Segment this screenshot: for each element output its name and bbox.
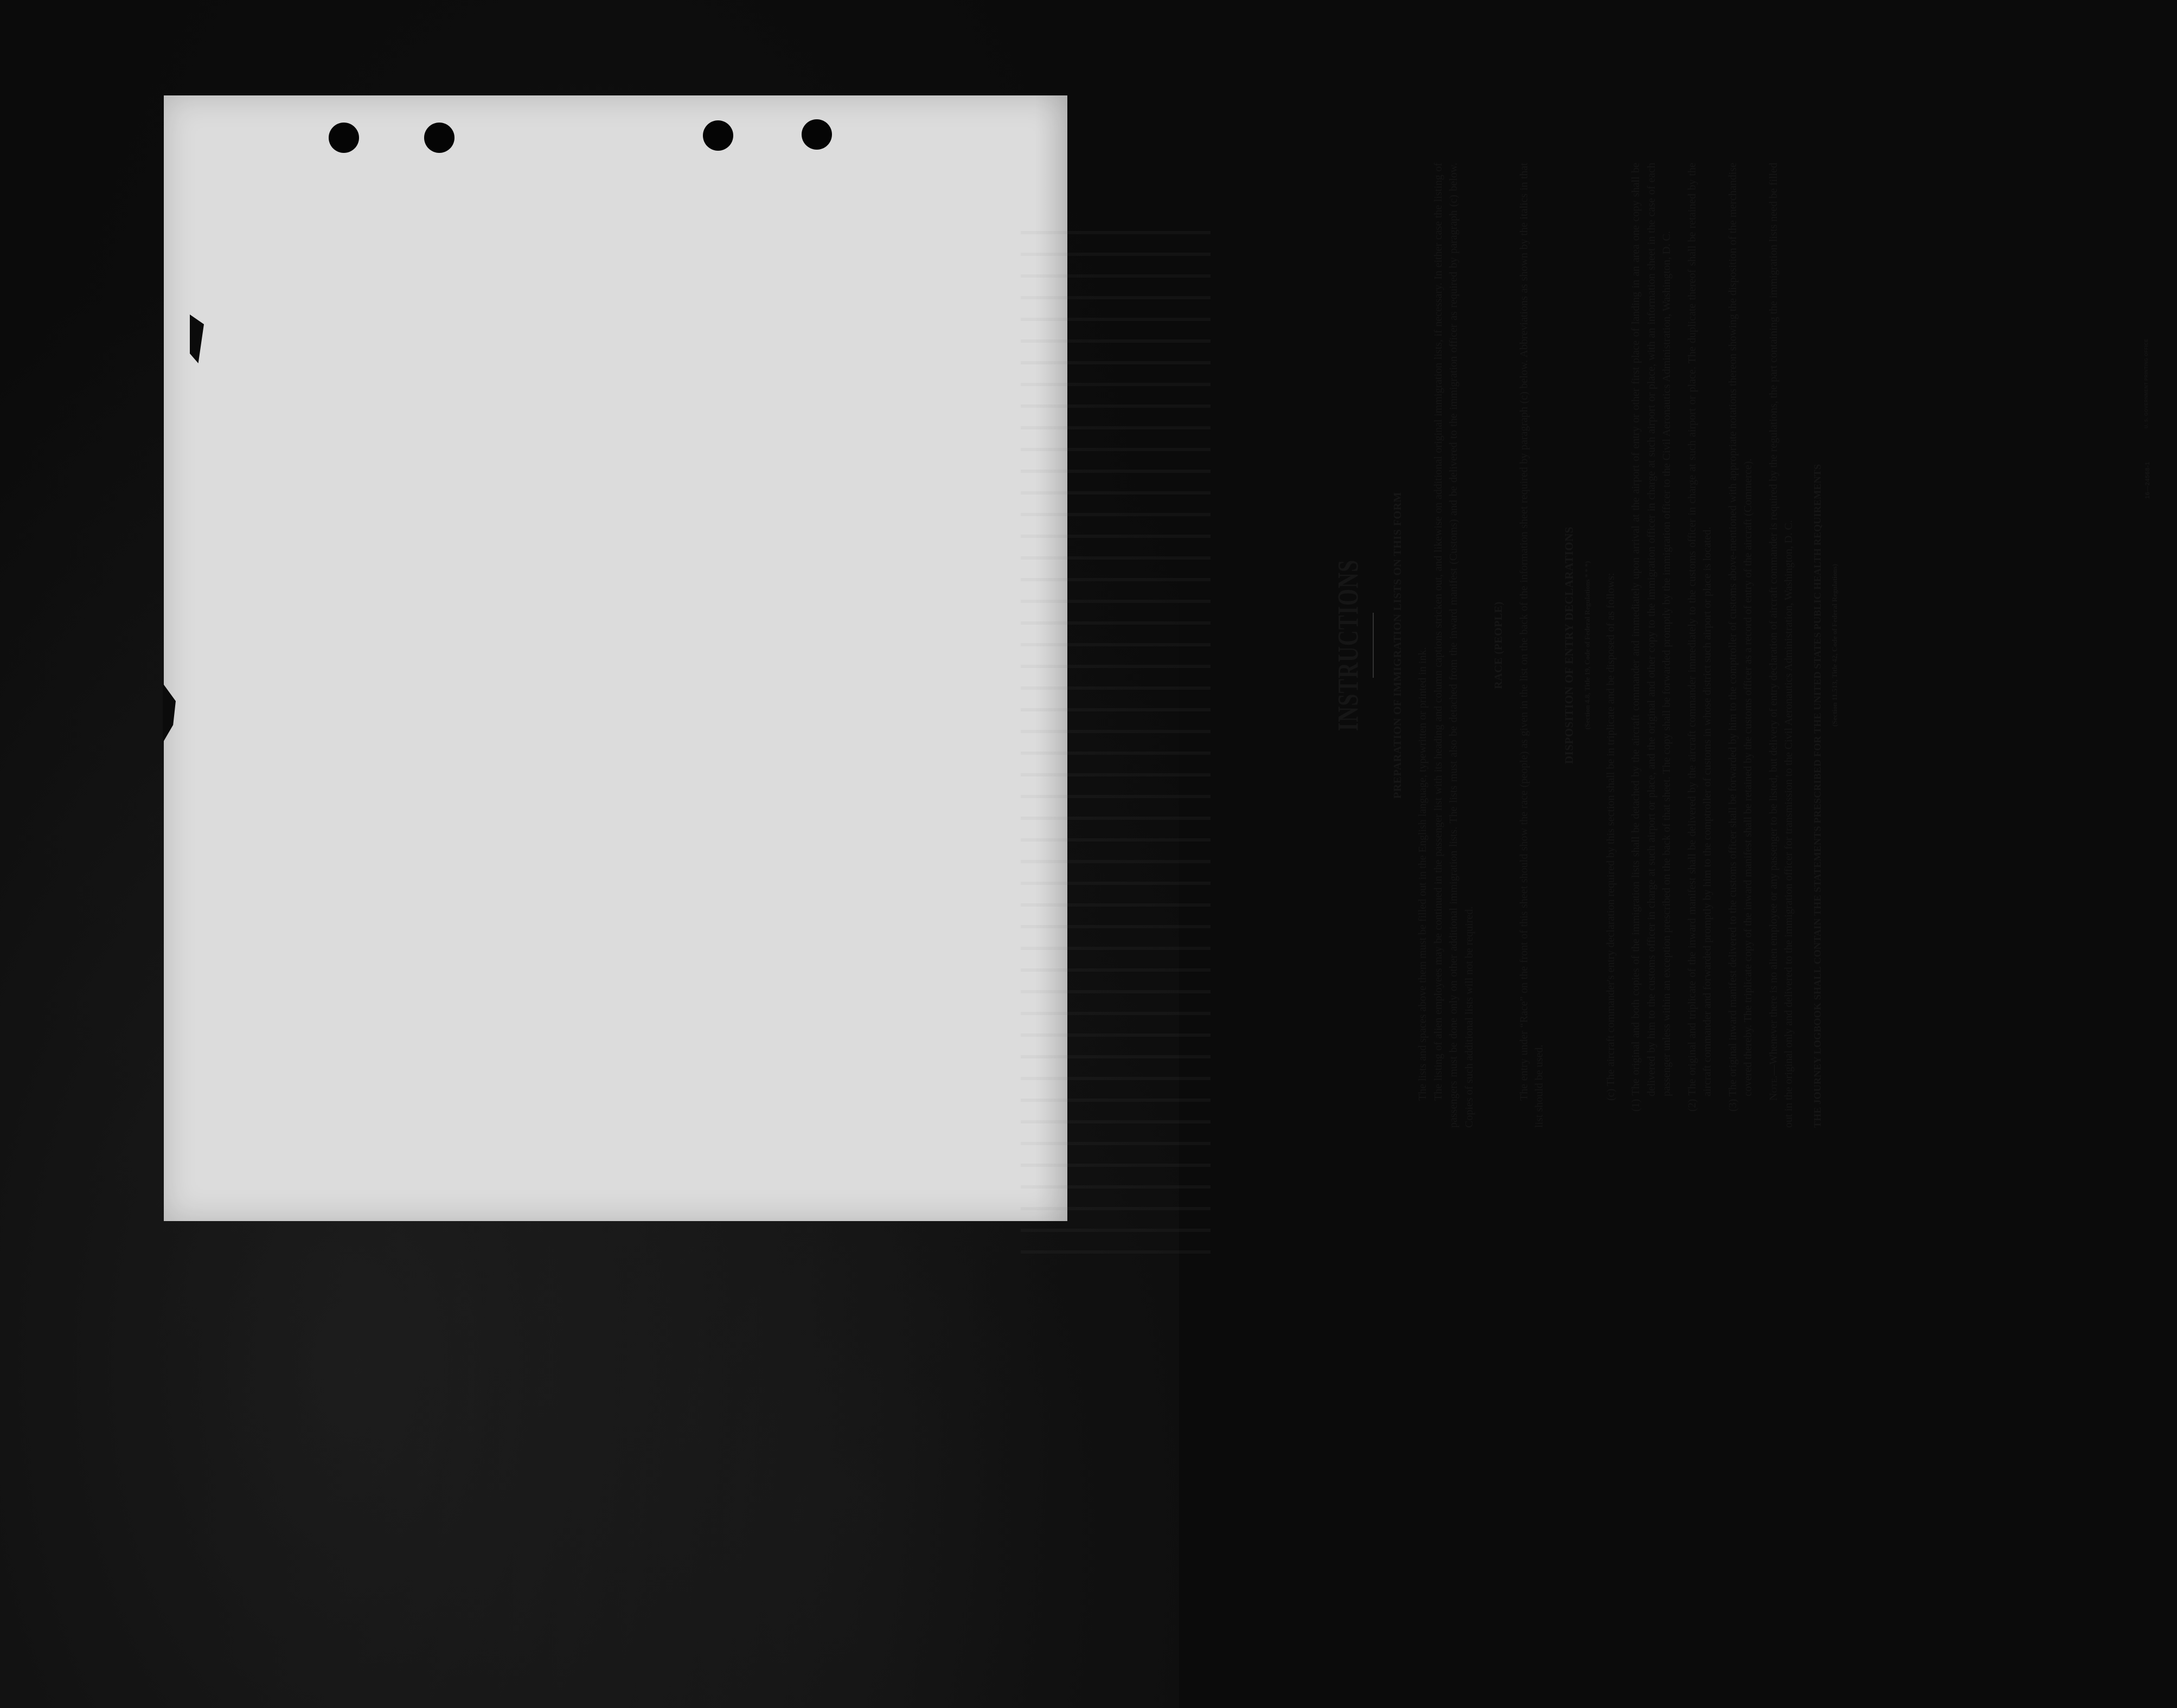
footer-heading: THE JOURNEY LOGBOOK SHALL CONTAIN THE STATEMENTS PRESCRIBED FOR THE UNITED STATES PUBLIC HEALTH REQUIREMENTS bbox=[1811, 464, 1823, 1128]
list-item: (1) The original and both copies of the immigration lists shall be detached by the aircraft commander and immediately upon arrival at the airport of entry or other first place of landing in an area one copy shall be delivered by him to the customs officer in charge at such airport or place, and the original and other copy to the immigration officer in charge at such airport or place, with an information sheet in the case of each passenger unless within an exception prescribed on the back of that sheet. The copy shall be forwarded promptly by the immigration officer to the Civil Aeronautics Administration, Washington, D. C. bbox=[1630, 163, 1673, 1112]
punch-hole bbox=[802, 119, 832, 150]
section-heading-preparation: PREPARATION OF IMMIGRATION LISTS ON THIS FORM bbox=[1391, 492, 1404, 799]
paragraph: The lists and spaces above them must be filled out in the English language, typewritten or printed in ink. bbox=[1417, 647, 1429, 1101]
list-item: (2) The original and triplicate of the inward manifest shall be delivered by the aircraft commander immediately to the customs officer in charge at such airport or place. The duplicate thereof shall be retained by the aircraft commander and forwarded promptly by him to the comptroller of customs in whose district such airport or place is located. bbox=[1686, 163, 1713, 1112]
note-paragraph bbox=[1766, 163, 1797, 1128]
printer-imprint: U. S. GOVERNMENT PRINTING OFFICE bbox=[2143, 338, 2149, 428]
paragraph: The listing of alien employees may be continued in the passenger list with its heading and column captions stricken out, and likewise on additional original immigration lists, if necessary. In either case the listing of passengers must be done only on other additional immigration lists. The lists must also be detached from the inward manifest (Customs) and be delivered to the immigration officer as required by paragraph (c) below. Copies of such additional lists will not be required. bbox=[1432, 163, 1475, 1128]
punch-hole bbox=[329, 123, 359, 153]
paragraph: The entry under “Race” on the front of this sheet should show the race (people) as given in the list on the back of the information sheet required by paragraph (c) below. Abbreviations as shown by the italics in that list should be used. bbox=[1518, 163, 1545, 1128]
document-title: INSTRUCTIONS bbox=[1331, 559, 1365, 731]
form-number: 16—24568-1 bbox=[2144, 461, 2151, 499]
sheet-edge-shadow bbox=[1035, 95, 1067, 1221]
paragraph: (c) The aircraft commander's entry declaration required by this section shall be in triplicate and be disposed of as follows: bbox=[1604, 573, 1617, 1101]
note-text: —Whenever there is no alien employee or any passenger to be listed, but delivery of entry declaration of aircraft commander is required by the regulations, the part containing the immigration lists need be filled out in the original only and delivered to the immigration officer for transmission to the Civil Aeronautics Administration, Washington, D. C. bbox=[1767, 163, 1795, 1128]
title-rule bbox=[1373, 613, 1374, 678]
document-body bbox=[1309, 136, 2177, 1155]
footer-citation: (Section 11.513, Title 42, Code of Federal Regulations) bbox=[1830, 564, 1839, 727]
note-label: Note. bbox=[1767, 1075, 1779, 1101]
section-heading-disposition: DISPOSITION OF ENTRY DECLARATIONS bbox=[1562, 526, 1576, 764]
section-citation: (Section 4.8, Title 19, Code of Federal Regulations * * *) bbox=[1583, 561, 1591, 730]
list-item: (3) The original inward manifest delivered to the customs officer shall be forwarded by him to the comptroller of customs above-mentioned with appropriate notations thereon showing the disposition of the merchandise covered thereby. The triplicate copy of the inward manifest shall be retained by the customs officer as a record of entry of the aircraft (Commerce). bbox=[1726, 163, 1754, 1112]
document-sheet bbox=[164, 95, 1067, 1221]
punch-hole bbox=[703, 120, 733, 151]
section-heading-race: RACE (PEOPLE) bbox=[1493, 601, 1504, 689]
punch-hole bbox=[424, 123, 454, 153]
